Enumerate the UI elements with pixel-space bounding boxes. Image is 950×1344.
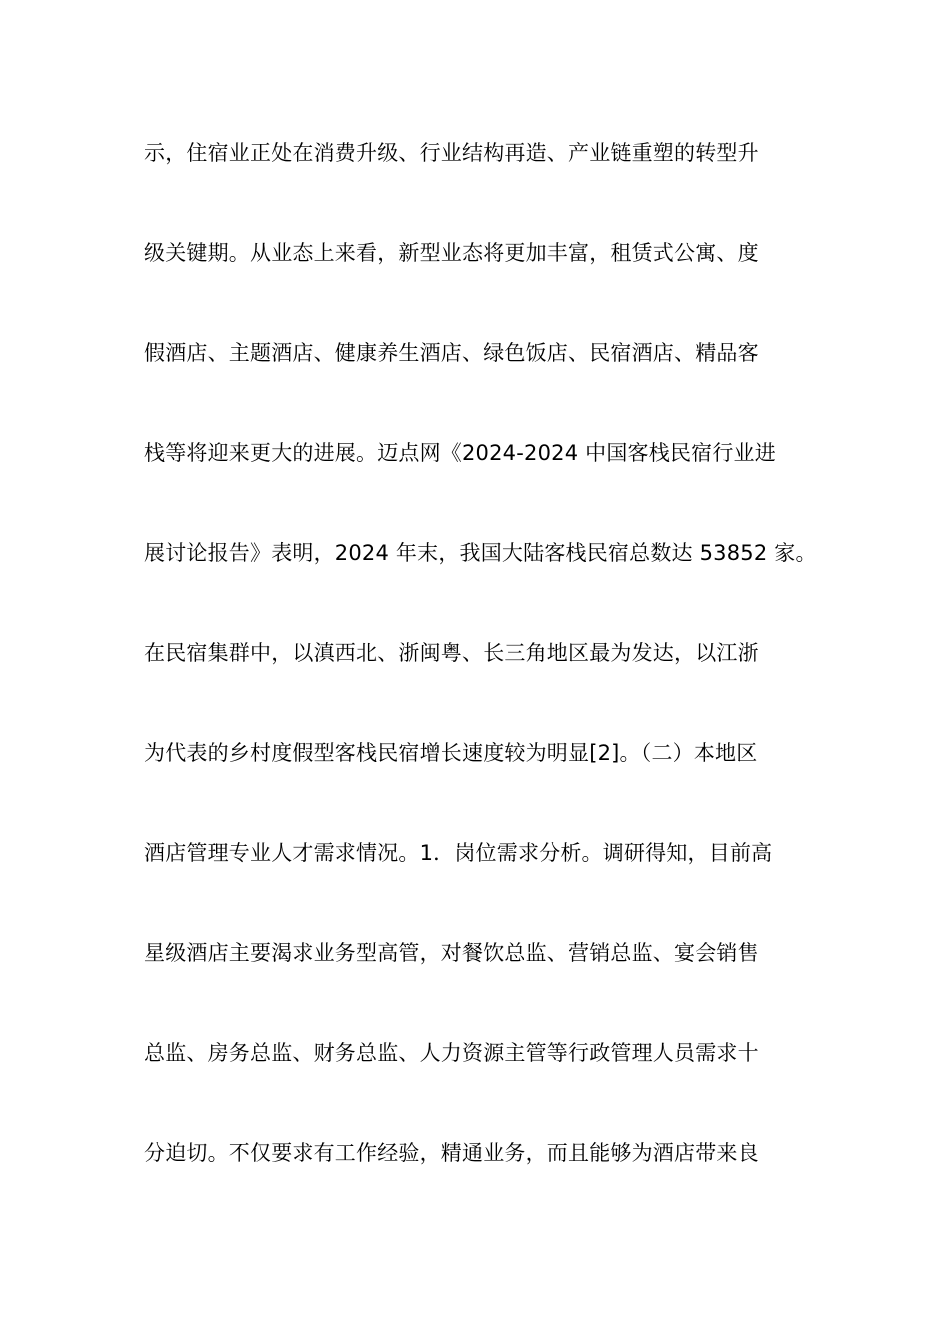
text-line: 假酒店、主题酒店、健康养生酒店、绿色饭店、民宿酒店、精品客 xyxy=(144,341,759,365)
text-line: 示，住宿业正处在消费升级、行业结构再造、产业链重塑的转型升 xyxy=(144,141,759,165)
text-line: 栈等将迎来更大的进展。迈点网《2024-2024 中国客栈民宿行业进 xyxy=(144,441,776,465)
text-line: 展讨论报告》表明，2024 年末，我国大陆客栈民宿总数达 53852 家。 xyxy=(144,541,817,565)
text-line: 总监、房务总监、财务总监、人力资源主管等行政管理人员需求十 xyxy=(144,1041,759,1065)
body-text xyxy=(144,131,824,1231)
text-line: 级关键期。从业态上来看，新型业态将更加丰富，租赁式公寓、度 xyxy=(144,241,759,265)
text-line: 星级酒店主要渴求业务型高管，对餐饮总监、营销总监、宴会销售 xyxy=(144,941,759,965)
text-line: 为代表的乡村度假型客栈民宿增长速度较为明显[2]。（二）本地区 xyxy=(144,741,758,765)
text-line: 在民宿集群中，以滇西北、浙闽粤、长三角地区最为发达，以江浙 xyxy=(144,641,759,665)
text-line: 酒店管理专业人才需求情况。1．岗位需求分析。调研得知，目前高 xyxy=(144,841,773,865)
text-line: 分迫切。不仅要求有工作经验，精通业务，而且能够为酒店带来良 xyxy=(144,1141,759,1165)
